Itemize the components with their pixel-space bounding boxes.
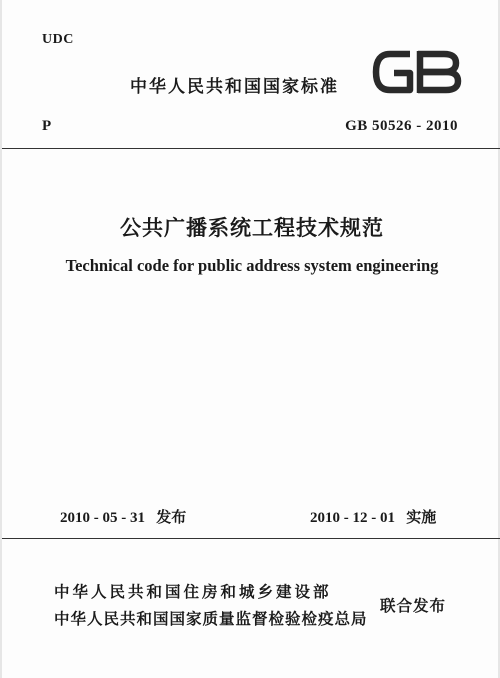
title-chinese: 公共广播系统工程技术规范	[120, 215, 384, 240]
footer-divider	[2, 538, 500, 539]
issuer-ministry-housing: 中华人民共和国住房和城乡建设部	[54, 583, 332, 601]
header-divider	[2, 148, 500, 149]
standard-type: 中华人民共和国国家标准	[130, 77, 339, 97]
gb-logo-icon	[370, 46, 464, 98]
joint-issue-label: 联合发布	[380, 597, 447, 615]
issuer-quality-supervision: 中华人民共和国国家质量监督检验检疫总局	[54, 610, 368, 628]
udc-label: UDC	[42, 32, 74, 47]
standard-number: GB 50526 - 2010	[345, 118, 458, 134]
issue-date: 2010 - 05 - 31 发布	[60, 510, 187, 526]
title-english: Technical code for public address system engineering	[65, 256, 439, 275]
classification-code: P	[42, 118, 52, 134]
effective-date: 2010 - 12 - 01 实施	[310, 510, 437, 526]
